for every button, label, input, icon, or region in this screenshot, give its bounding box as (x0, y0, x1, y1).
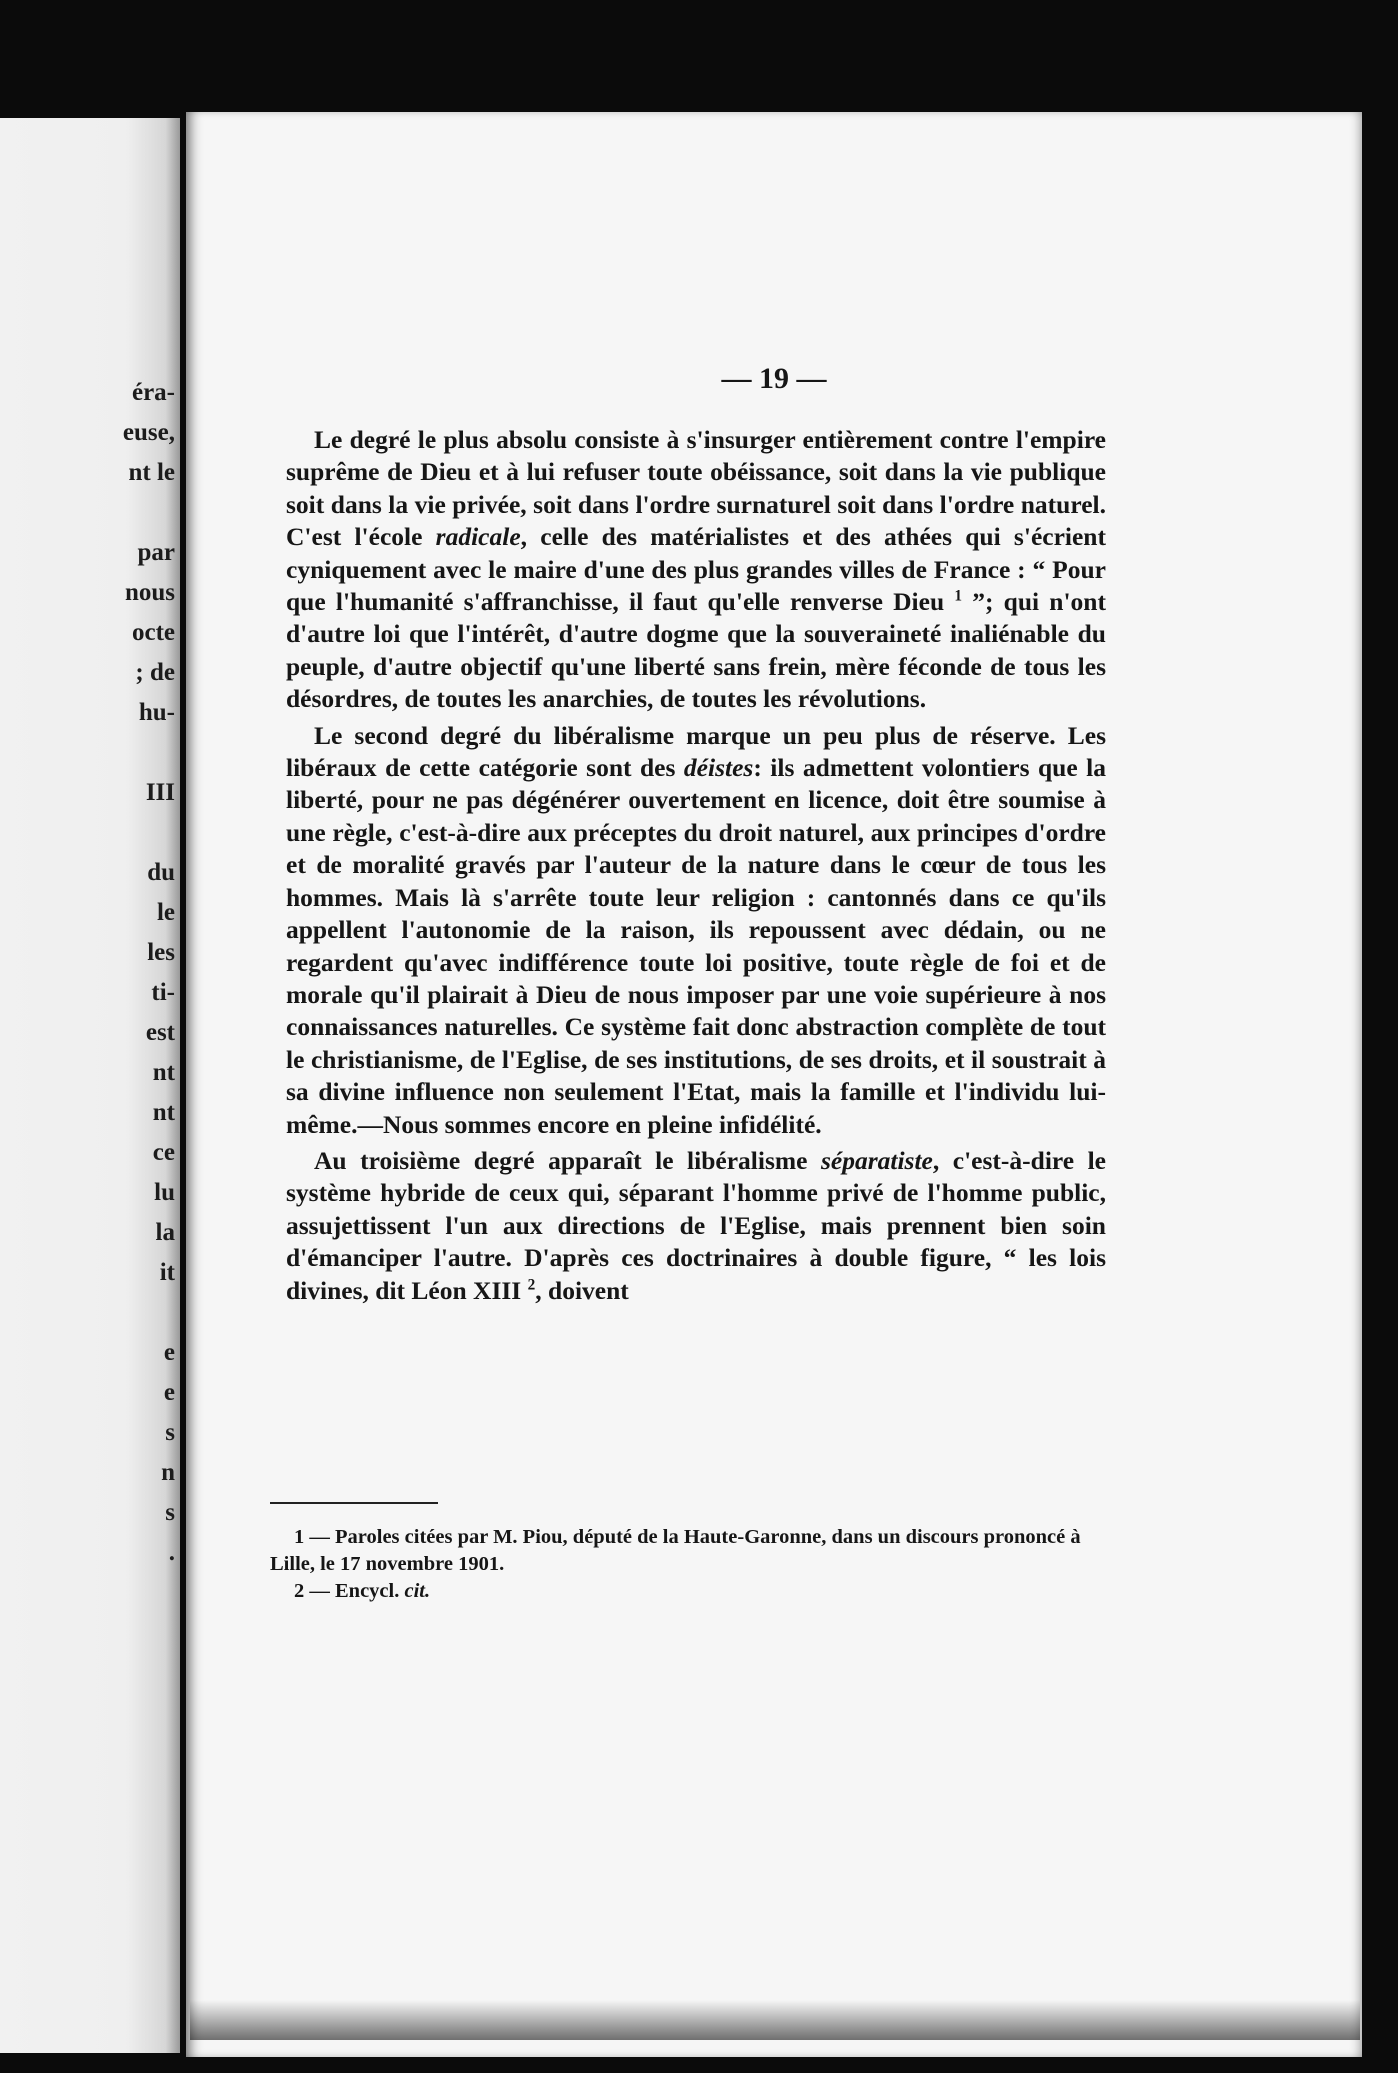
paragraph-3 (286, 1145, 1106, 1307)
previous-page-fragment: hu- (138, 699, 175, 726)
text-run: , doivent (535, 1275, 629, 1305)
previous-page-fragment: it (159, 1259, 175, 1286)
text-run: : ils admettent volontiers que la liberté, pour ne pas dégénérer ouvertement en licence, doit être soumise à une règle, c'est-à-dire aux préceptes du droit naturel, aux principes d'ordre et de moralité gravés par l'auteur de la nature dans le cœur de tous les hommes. Mais là s'arrête toute leur religion : cantonnés dans ce qu'ils appellent l'autonomie de la raison, ils repoussent avec dédain, ou ne regardent qu'avec indifférence toute loi positive, toute règle de foi et de morale qu'il plairait à Dieu de nous imposer par une voie supérieure à nos connaissances naturelles. Ce système fait donc abstraction complète de tout le christianisme, de l'Eglise, de ses institutions, de ses droits, et il soustrait à sa divine influence non seulement l'Etat, mais la famille et l'individu lui-même.—Nous sommes encore en pleine infidélité. (286, 753, 1106, 1139)
previous-page-fragment: est (145, 1019, 175, 1046)
previous-page-fragment: . (168, 1539, 175, 1566)
previous-page-fragment: s (165, 1499, 175, 1526)
text-run: Le second degré du libéralisme marque un peu plus de réserve. Les libéraux de cette catégorie sont des (286, 720, 1106, 783)
previous-page-fragment: nt (152, 1099, 175, 1126)
text-run: Le degré le plus absolu consiste à s'insurger entièrement contre l'empire suprême de Dieu et à lui refuser toute obéissance, soit dans la vie publique soit dans la vie privée, soit dans l'ordre surnaturel soit dans l'ordre naturel. C'est l'école (286, 425, 1106, 552)
page-bottom-shadow (190, 2000, 1360, 2040)
previous-page-edge (0, 118, 180, 2053)
italic-text: cit. (404, 1580, 431, 1602)
paragraph-2 (286, 720, 1106, 1141)
italic-text: déistes (683, 753, 754, 783)
previous-page-fragment (0, 813, 175, 853)
paragraph-1 (286, 424, 1106, 716)
previous-page-fragment: éra- (131, 379, 175, 406)
italic-text: séparatiste (820, 1145, 933, 1175)
page-number: — 19 — (721, 362, 827, 395)
previous-page-fragment: ; de (135, 659, 175, 686)
previous-page-fragment: nt (152, 1059, 175, 1086)
footnote-1 (270, 1524, 1110, 1578)
text-run: Au troisième degré apparaît le libéralisme (314, 1145, 821, 1175)
previous-page-fragment: e (163, 1339, 175, 1366)
previous-page-fragment: e (163, 1379, 175, 1406)
italic-text: radicale (435, 522, 521, 552)
previous-page-fragment: n (161, 1459, 175, 1486)
previous-page-text (0, 373, 175, 1573)
previous-page-fragment: la (155, 1219, 175, 1246)
previous-page-fragment (0, 493, 175, 533)
footnotes (270, 1524, 1110, 1605)
previous-page-fragment: ce (152, 1139, 175, 1166)
previous-page-fragment: s (165, 1419, 175, 1446)
footnote-rule (270, 1502, 438, 1504)
book-page (186, 112, 1362, 2057)
text-run: 1 — Paroles citées par M. Piou, député de la Haute-Garonne, dans un discours prononcé à Lille, le 17 novembre 1901. (270, 1526, 1081, 1575)
previous-page-fragment: du (147, 859, 175, 886)
previous-page-fragment: ti- (151, 979, 175, 1006)
previous-page-fragment: nous (124, 579, 175, 606)
previous-page-fragment: lu (154, 1179, 175, 1206)
previous-page-fragment: octe (131, 619, 175, 646)
previous-page-fragment: le (156, 899, 175, 926)
previous-page-fragment: III (145, 779, 175, 806)
footnote-marker[interactable]: 2 (527, 1276, 536, 1294)
footnote-marker[interactable]: 1 (954, 587, 962, 605)
previous-page-fragment: nt le (128, 459, 175, 486)
previous-page-fragment: euse, (122, 419, 175, 446)
previous-page-fragment: les (147, 939, 175, 966)
footnote-2 (270, 1578, 1110, 1605)
previous-page-fragment (0, 1293, 175, 1333)
text-run: , c'est-à-dire le système hybride de ceux qui, séparant l'homme privé de l'homme public, assujettissent l'un aux directions de l'Eglise, mais prennent bien soin d'émanciper l'autre. D'après ces doctrinaires à double figure, “ les lois divines, dit Léon XIII (286, 1145, 1106, 1305)
previous-page-fragment: par (137, 539, 175, 566)
text-run: 2 — Encycl. (294, 1580, 405, 1602)
text-run: ”; qui n'ont d'autre loi que l'intérêt, d'autre dogme que la souveraineté inaliénable du peuple, d'autre objectif qu'une liberté sans frein, mère féconde de tous les désordres, de toutes les anarchies, de toutes les révolutions. (286, 587, 1106, 714)
previous-page-fragment (0, 733, 175, 773)
text-run: , celle des matérialistes et des athées qui s'écrient cyniquement avec le maire d'une des plus grandes villes de France : “ Pour que l'humanité s'affranchisse, il faut qu'elle renverse Dieu (286, 522, 1106, 617)
main-text (286, 424, 1106, 1307)
